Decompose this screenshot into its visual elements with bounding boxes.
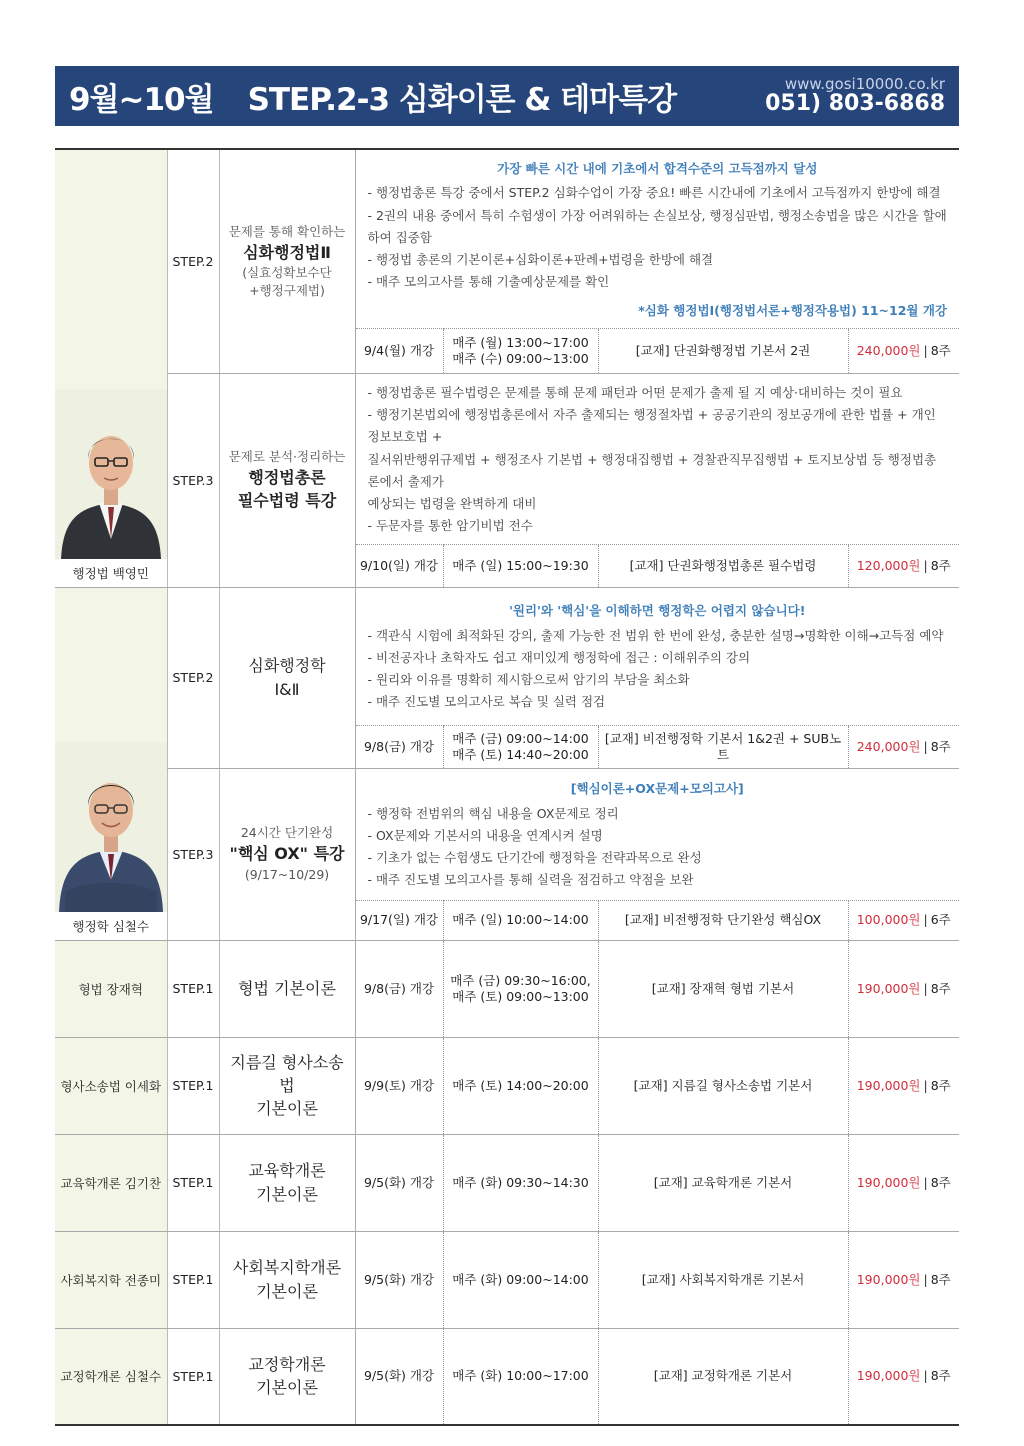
teacher-cell-public-admin: [55, 587, 167, 940]
course-title: [219, 768, 355, 940]
course-note: +행정구제법): [249, 283, 325, 299]
price-cell: 190,000원 | 8주: [848, 1037, 959, 1134]
description-line: - 매주 진도별 모의고사로 복습 및 실력 점검: [367, 694, 606, 710]
description-line: - 매주 진도별 모의고사를 통해 실력을 점검하고 약점을 보완: [367, 872, 694, 888]
duration: 8주: [930, 1368, 951, 1384]
course-name: 사회복지학개론: [232, 1258, 342, 1278]
course-name: 심화행정법Ⅱ: [243, 242, 331, 262]
textbook: [교재] 비전행정학 단기완성 핵심OX: [598, 900, 848, 940]
course-headline: 가장 빠른 시간 내에 기초에서 합격수준의 고득점까지 달성: [497, 161, 818, 176]
textbook: [교재] 교정학개론 기본서: [598, 1328, 848, 1425]
price: 190,000원: [856, 1271, 921, 1287]
description-line: 질서위반행위규제법 + 행정조사 기본법 + 행정대집행법 + 경찰관직무집행법 + 토지보상법 등 행정법총론에서 출제가: [367, 451, 937, 489]
start-date: 9/17(일) 개강: [355, 900, 443, 940]
description-line: - 매주 모의고사를 통해 기출예상문제를 확인: [367, 274, 610, 290]
step-label: STEP.3: [167, 768, 219, 940]
course-title: [219, 587, 355, 768]
course-title: [219, 1231, 355, 1328]
teacher-name: 형사소송법 이세화: [55, 1037, 167, 1134]
start-date: 9/8(금) 개강: [355, 725, 443, 768]
teacher-name: 교정학개론 심철수: [55, 1328, 167, 1425]
course-name: 심화행정학: [248, 656, 326, 676]
table-row: [55, 1231, 959, 1328]
description-line: - 비전공자나 초학자도 쉽고 재미있게 행정학에 접근 : 이해위주의 강의: [367, 649, 751, 665]
table-row: [55, 1134, 959, 1231]
page-title: STEP.2-3 심화이론 & 테마특강: [247, 81, 677, 118]
step-label: STEP.2: [167, 587, 219, 768]
course-headline: '원리'와 '핵심'을 이해하면 행정학은 어렵지 않습니다!: [509, 603, 806, 619]
period-title: 9월~10월: [69, 81, 214, 118]
description-line: - 행정법총론 필수법령은 문제를 통해 문제 패턴과 어떤 문제가 출제 될 지 예상·대비하는 것이 필요: [367, 384, 903, 400]
course-subtitle: 문제를 통해 확인하는: [228, 223, 346, 239]
schedule-table: [55, 148, 959, 1426]
course-name: 기본이론: [256, 1281, 318, 1301]
textbook: [교재] 지름길 형사소송법 기본서: [598, 1037, 848, 1134]
duration: 8주: [930, 557, 951, 573]
time-line: 매주 (수) 09:00~13:00: [452, 350, 589, 366]
step-label: STEP.3: [167, 373, 219, 587]
duration: 8주: [930, 1271, 951, 1287]
textbook: [교재] 단권화행정법총론 필수법령: [598, 544, 848, 587]
time-line: 매주 (월) 13:00~17:00: [452, 335, 589, 351]
course-subtitle: 24시간 단기완성: [240, 825, 334, 841]
time-line: 매주 (금) 09:30~16:00,: [450, 972, 591, 988]
teacher-name: 교육학개론 김기찬: [55, 1134, 167, 1231]
class-time: [443, 725, 598, 768]
description-line: - 행정학 전범위의 핵심 내용을 OX문제로 정리: [367, 805, 619, 821]
price-cell: 120,000원 | 8주: [848, 544, 959, 587]
class-time: 매주 (화) 09:30~14:30: [443, 1134, 598, 1231]
textbook: [교재] 사회복지학개론 기본서: [598, 1231, 848, 1328]
description-line: 예상되는 법령을 완벽하게 대비: [367, 496, 537, 511]
course-title: [219, 149, 355, 373]
course-name: 기본이론: [256, 1378, 318, 1398]
description-line: - 두문자를 통한 암기비법 전수: [367, 518, 533, 534]
description-line: - 행정법총론 특강 중에서 STEP.2 심화수업이 가장 중요! 빠른 시간내에 기초에서 고득점까지 한방에 해결: [367, 185, 941, 201]
duration: 8주: [930, 738, 951, 754]
price: 120,000원: [856, 557, 921, 573]
teacher-name: 행정법 백영민: [55, 559, 167, 587]
course-name: 필수법령 특강: [237, 491, 337, 511]
teacher-photo-public-admin: [55, 742, 167, 912]
price: 240,000원: [856, 738, 921, 754]
duration: 8주: [930, 1174, 951, 1190]
price: 190,000원: [856, 1368, 921, 1384]
step-label: STEP.1: [167, 940, 219, 1037]
time-line: 매주 (토) 09:00~13:00: [452, 988, 589, 1004]
description-line: - 2권의 내용 중에서 특히 수험생이 가장 어려워하는 손실보상, 행정심판법, 행정소송법을 많은 시간을 할애하여 집중함: [367, 207, 947, 245]
phone-number: 051) 803-6868: [765, 91, 945, 117]
class-time: 매주 (토) 14:00~20:00: [443, 1037, 598, 1134]
textbook: [교재] 비전행정학 기본서 1&2권 + SUB노트: [598, 725, 848, 768]
time-line: 매주 (토) 14:40~20:00: [452, 746, 589, 762]
course-description: [355, 149, 959, 328]
course-title: [219, 1328, 355, 1425]
price-cell: 190,000원 | 8주: [848, 1231, 959, 1328]
step-label: STEP.1: [167, 1231, 219, 1328]
course-title: [219, 373, 355, 587]
course-name: 형법 기본이론: [238, 978, 336, 998]
teacher-photo-admin-law: [55, 389, 167, 559]
textbook: [교재] 장재혁 형법 기본서: [598, 940, 848, 1037]
start-date: 9/4(월) 개강: [355, 328, 443, 373]
class-time: 매주 (일) 15:00~19:30: [443, 544, 598, 587]
course-subtitle: 문제로 분석·정리하는: [228, 448, 346, 464]
teacher-portrait-icon: [55, 742, 167, 912]
start-date: 9/5(화) 개강: [355, 1134, 443, 1231]
table-row: [55, 1328, 959, 1425]
class-time: 매주 (일) 10:00~14:00: [443, 900, 598, 940]
teacher-portrait-icon: [55, 389, 167, 559]
class-time: [443, 940, 598, 1037]
start-date: 9/9(토) 개강: [355, 1037, 443, 1134]
course-description: [355, 768, 959, 900]
description-line: - 기초가 없는 수험생도 단기간에 행정학을 전략과목으로 완성: [367, 850, 702, 866]
description-line: - 원리와 이유를 명확히 제시함으로써 암기의 부담을 최소화: [367, 672, 690, 688]
course-title: [219, 1134, 355, 1231]
course-note: *심화 행정법Ⅰ(행정법서론+행정작용법) 11~12월 개강: [638, 302, 948, 318]
price: 190,000원: [856, 980, 921, 996]
price-cell: 190,000원 | 8주: [848, 940, 959, 1037]
course-note: (실효성확보수단: [242, 264, 332, 280]
start-date: 9/10(일) 개강: [355, 544, 443, 587]
price: 100,000원: [856, 912, 921, 928]
class-time: [443, 328, 598, 373]
duration: 8주: [930, 342, 951, 358]
step-label: STEP.1: [167, 1134, 219, 1231]
price-cell: 190,000원 | 8주: [848, 1134, 959, 1231]
table-row: [55, 1037, 959, 1134]
course-title: [219, 940, 355, 1037]
description-line: - 행정법 총론의 기본이론+심화이론+판례+법령을 한방에 해결: [367, 252, 714, 267]
teacher-cell-admin-law: [55, 149, 167, 587]
table-row: [55, 940, 959, 1037]
step-label: STEP.1: [167, 1037, 219, 1134]
time-line: 매주 (금) 09:00~14:00: [452, 730, 589, 746]
start-date: 9/5(화) 개강: [355, 1231, 443, 1328]
course-name: 행정법총론: [248, 468, 326, 487]
course-name: 기본이론: [256, 1099, 318, 1119]
contact-info: [765, 74, 945, 117]
price: 190,000원: [856, 1174, 921, 1190]
step-label: STEP.2: [167, 149, 219, 373]
course-description: [355, 587, 959, 725]
teacher-name: 형법 장재혁: [55, 940, 167, 1037]
course-description: [355, 373, 959, 544]
class-time: 매주 (화) 10:00~17:00: [443, 1328, 598, 1425]
step-label: STEP.1: [167, 1328, 219, 1425]
teacher-name: 사회복지학 전종미: [55, 1231, 167, 1328]
duration: 8주: [930, 1077, 951, 1093]
course-note: (9/17~10/29): [244, 866, 330, 882]
course-name: 지름길 형사소송법: [230, 1052, 344, 1095]
price: 240,000원: [856, 342, 921, 358]
course-title: [219, 1037, 355, 1134]
website-link[interactable]: www.gosi10000.co.kr: [784, 74, 945, 93]
class-time: 매주 (화) 09:00~14:00: [443, 1231, 598, 1328]
price-cell: 100,000원 | 6주: [848, 900, 959, 940]
course-name: 기본이론: [256, 1184, 318, 1204]
textbook: [교재] 단권화행정법 기본서 2권: [598, 328, 848, 373]
course-headline: [핵심이론+OX문제+모의고사]: [570, 781, 744, 797]
course-name: Ⅰ&Ⅱ: [274, 679, 300, 699]
description-line: - 행정기본법외에 행정법총론에서 자주 출제되는 행정절차법 + 공공기관의 정보공개에 관한 법률 + 개인정보보호법 +: [367, 407, 936, 445]
course-name: 교정학개론: [248, 1355, 326, 1375]
description-line: - OX문제와 기본서의 내용을 연계시켜 설명: [367, 827, 603, 843]
start-date: 9/8(금) 개강: [355, 940, 443, 1037]
header-banner: [55, 66, 959, 126]
duration: 8주: [930, 980, 951, 996]
price-cell: 240,000원 | 8주: [848, 725, 959, 768]
course-name: "핵심 OX" 특강: [229, 844, 345, 864]
description-line: - 객관식 시험에 최적화된 강의, 출제 가능한 전 범위 한 번에 완성, 충분한 설명→명확한 이해→고득점 예약: [367, 627, 944, 643]
price-cell: 190,000원 | 8주: [848, 1328, 959, 1425]
teacher-name: 행정학 심철수: [55, 912, 167, 940]
duration: 6주: [930, 912, 951, 928]
price-cell: 240,000원 | 8주: [848, 328, 959, 373]
course-name: 교육학개론: [248, 1161, 326, 1181]
price: 190,000원: [856, 1077, 921, 1093]
textbook: [교재] 교육학개론 기본서: [598, 1134, 848, 1231]
start-date: 9/5(화) 개강: [363, 1368, 435, 1384]
